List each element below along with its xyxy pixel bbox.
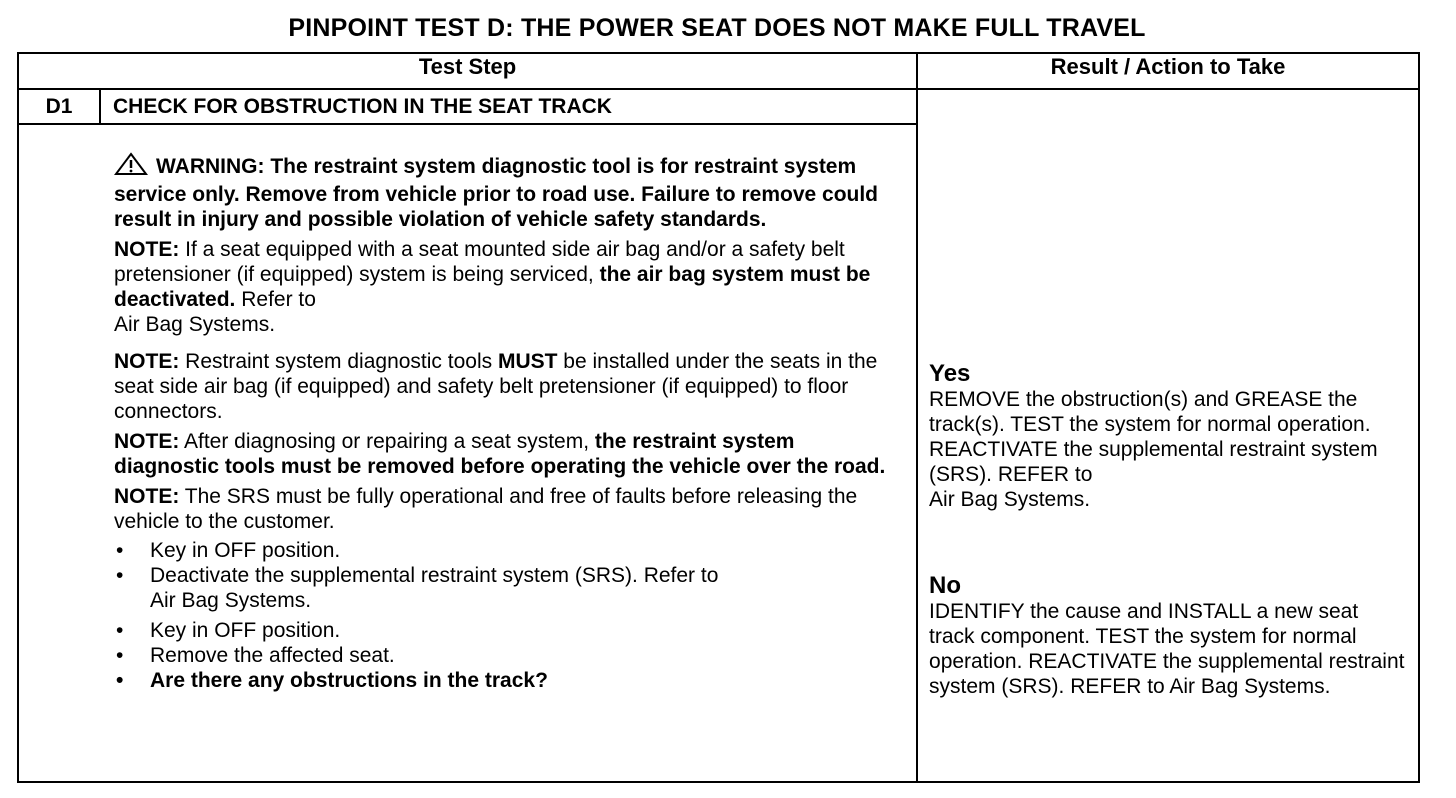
result-no bbox=[929, 572, 1408, 699]
note-1-bold: the air bag system must be deactivated. bbox=[114, 263, 871, 311]
note-4 bbox=[114, 484, 886, 534]
result-yes bbox=[929, 360, 1408, 512]
warning-text: WARNING: The restraint system diagnostic tool is for restraint system service only. Remove from vehicle prior to road use. Failure to remove could result in injury and possible violation of vehicle safety standards. bbox=[114, 155, 879, 231]
note-1-tail: Refer to bbox=[235, 288, 316, 311]
list-item: • Key in OFF position. bbox=[114, 538, 886, 563]
note-2-label: NOTE: bbox=[114, 350, 180, 373]
list-item-text: Deactivate the supplemental restraint system (SRS). Refer to bbox=[150, 564, 719, 587]
warning-triangle-icon bbox=[114, 152, 148, 182]
procedure-list bbox=[114, 538, 886, 693]
result-no-text: IDENTIFY the cause and INSTALL a new seat track component. TEST the system for normal operation. REACTIVATE the supplemental restraint system (SRS). REFER to Air Bag Systems. bbox=[929, 600, 1405, 698]
note-1 bbox=[114, 237, 886, 337]
note-4-label: NOTE: bbox=[114, 485, 180, 508]
result-yes-label: Yes bbox=[929, 360, 971, 387]
header-test-step: Test Step bbox=[18, 53, 917, 89]
note-1-text: If a seat equipped with a seat mounted side air bag and/or a safety belt pretensioner (if equipped) system is being serviced, bbox=[114, 238, 845, 286]
note-4-text: The SRS must be fully operational and free of faults before releasing the vehicle to the customer. bbox=[114, 485, 858, 533]
note-1-label: NOTE: bbox=[114, 238, 180, 261]
result-cell bbox=[917, 89, 1419, 782]
note-1-ref: Air Bag Systems. bbox=[114, 313, 276, 336]
note-2 bbox=[114, 349, 886, 424]
list-item-ref: Air Bag Systems. bbox=[150, 589, 312, 612]
list-item-question: • Are there any obstructions in the track? bbox=[114, 668, 886, 693]
result-yes-ref: Air Bag Systems. bbox=[929, 488, 1091, 511]
table-header-row bbox=[18, 53, 1419, 89]
step-heading: CHECK FOR OBSTRUCTION IN THE SEAT TRACK bbox=[100, 89, 917, 124]
list-item: • Remove the affected seat. bbox=[114, 643, 886, 668]
step-heading-row bbox=[18, 89, 1419, 124]
note-2-must: MUST bbox=[497, 350, 558, 373]
note-3 bbox=[114, 429, 886, 479]
note-3-text: After diagnosing or repairing a seat system, bbox=[179, 430, 595, 453]
pinpoint-test-table bbox=[17, 52, 1420, 783]
note-2-text-a: Restraint system diagnostic tools bbox=[179, 350, 498, 373]
list-item bbox=[114, 563, 886, 613]
result-yes-text: REMOVE the obstruction(s) and GREASE the track(s). TEST the system for normal operation. REACTIVATE the supplemental restraint system (SRS). REFER to bbox=[929, 388, 1378, 486]
step-id: D1 bbox=[18, 89, 100, 124]
list-item: • Key in OFF position. bbox=[114, 618, 886, 643]
step-body bbox=[18, 124, 917, 782]
note-3-label: NOTE: bbox=[114, 430, 180, 453]
warning-block bbox=[114, 152, 886, 232]
page-title: PINPOINT TEST D: THE POWER SEAT DOES NOT MAKE FULL TRAVEL bbox=[288, 14, 1146, 42]
note-3-bold: the restraint system diagnostic tools must be removed before operating the vehicle over the road. bbox=[114, 430, 886, 478]
note-2-text-b: be installed under the seats in the seat side air bag (if equipped) and safety belt pretensioner (if equipped) to floor connectors. bbox=[114, 350, 878, 423]
result-no-label: No bbox=[929, 572, 962, 599]
header-result-action: Result / Action to Take bbox=[917, 53, 1419, 89]
